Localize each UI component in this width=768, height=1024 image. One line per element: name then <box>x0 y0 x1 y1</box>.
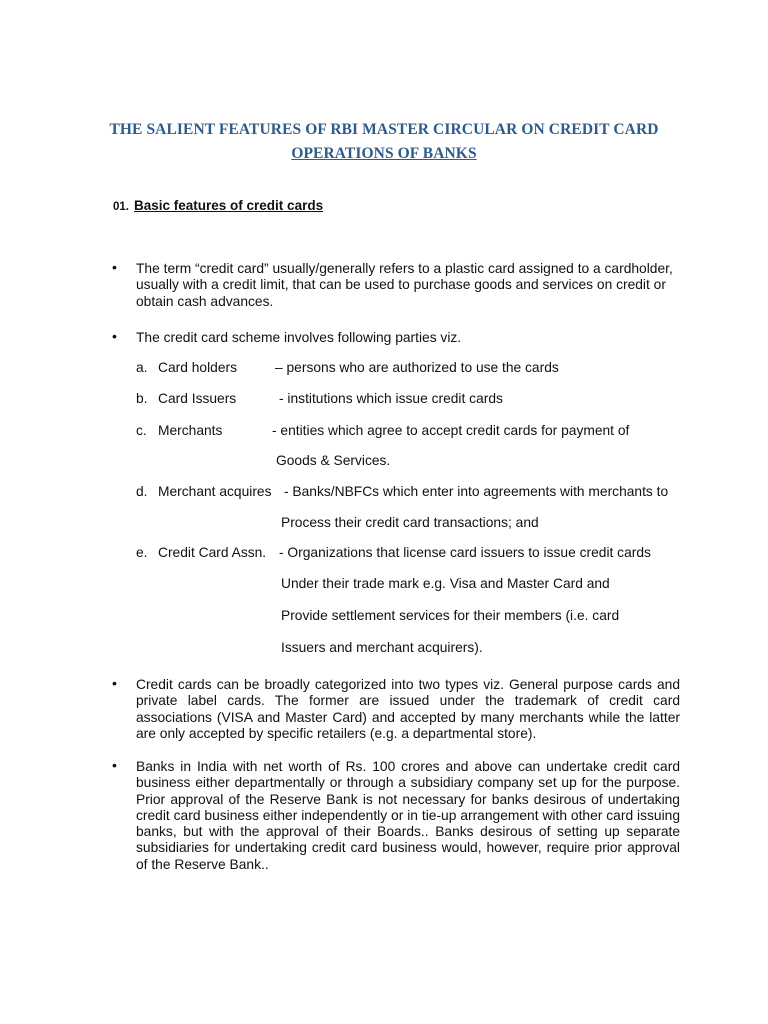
list-marker: b. <box>136 391 148 406</box>
bullet-paragraph-card-types: Credit cards can be broadly categorized into two types viz. General purpose cards and private label cards. The former are issued under the trademark of credit card associations (VISA and Master Card) and accepted by many merchants while the latter are only accepted by specific retailers (e.g. a departmental store). <box>136 677 680 741</box>
bullet-icon: • <box>112 757 117 773</box>
party-term: Merchants <box>158 423 223 438</box>
bullet-icon: • <box>112 675 117 691</box>
party-description: - institutions which issue credit cards <box>279 391 503 406</box>
party-description: - Banks/NBFCs which enter into agreements with merchants to <box>284 484 669 499</box>
party-term: Card Issuers <box>158 391 237 406</box>
list-marker: a. <box>136 360 148 375</box>
list-marker: c. <box>136 423 147 438</box>
party-description-continued: Issuers and merchant acquirers). <box>281 640 483 655</box>
bullet-icon: • <box>112 328 117 344</box>
party-description-continued: Provide settlement services for their members (i.e. card <box>281 608 620 623</box>
list-marker: d. <box>136 484 148 499</box>
section-heading <box>113 198 323 213</box>
section-number: 01. <box>113 201 129 213</box>
document-title-line-1: THE SALIENT FEATURES OF RBI MASTER CIRCULAR ON CREDIT CARD <box>109 121 659 138</box>
party-description-continued: Process their credit card transactions; and <box>281 515 539 530</box>
party-description: - entities which agree to accept credit cards for payment of <box>272 423 630 438</box>
party-description-continued: Goods & Services. <box>276 453 391 468</box>
party-term: Merchant acquires <box>158 484 272 499</box>
section-title: Basic features of credit cards <box>134 198 324 213</box>
party-description-continued: Under their trade mark e.g. Visa and Master Card and <box>281 576 610 591</box>
party-description: – persons who are authorized to use the cards <box>275 360 559 375</box>
bullet-paragraph-credit-card-term: The term “credit card” usually/generally refers to a plastic card assigned to a cardholder, usually with a credit limit, that can be used to purchase goods and services on credit or obtain cash advances. <box>136 261 673 309</box>
document-title-line-2 <box>80 145 688 163</box>
bullet-paragraph-parties-intro: The credit card scheme involves following parties viz. <box>136 330 462 345</box>
document-title-line-2-text: OPERATIONS OF BANKS <box>291 145 477 162</box>
list-marker: e. <box>136 545 148 560</box>
party-description: - Organizations that license card issuers to issue credit cards <box>279 545 651 560</box>
party-term: Card holders <box>158 360 237 375</box>
bullet-icon: • <box>112 259 117 275</box>
bullet-paragraph-banks-in-india: Banks in India with net worth of Rs. 100 crores and above can undertake credit card business either departmentally or through a subsidiary company set up for the purpose. Prior approval of the Reserve Bank is not necessary for banks desirous of undertaking credit card business either independently or in tie-up arrangement with other card issuing banks, but with the approval of their Boards.. Banks desirous of setting up separate subsidiaries for undertaking credit card business would, however, require prior approval of the Reserve Bank.. <box>136 759 680 872</box>
party-term: Credit Card Assn. <box>158 545 267 560</box>
